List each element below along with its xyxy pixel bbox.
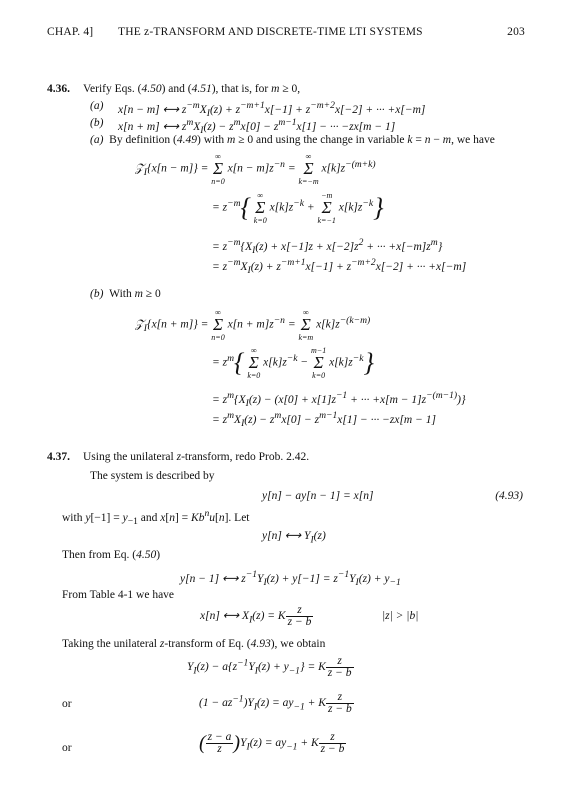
eq-x-transform: x[n] ⟷ $X_I(z) = K$ $\frac{z}{z - b}$: [200, 604, 312, 628]
eq-b-line2: = $z^m${ ∞ Σ k=0 $x[k]z^{-k}$ − m−1 Σ k=0 $x[k]z^{-k}$}: [212, 346, 374, 380]
part-b-label: (b): [90, 117, 104, 129]
eq-t1: $Y_I(z) - a\{z^{-1}Y_I(z) + y_{-1}\} = K$ $\frac{z}{z - b}$: [187, 655, 352, 679]
eq-4-93: y[n] − ay[n − 1] = x[n]: [262, 490, 374, 502]
part-b-text: (b) With m ≥ 0: [90, 288, 161, 300]
eq-b-line3: = $z^m\{X_I(z) - (x[0] + x[1]z^{-1}$ + ··· $+x[m - 1]z^{-(m-1)}$)}: [212, 390, 466, 410]
eq-b-line1: 𝒵$_I${x[n + m]} = ∞ Σ n=0 $x[n + m]z^{-n}$ = ∞ Σ k=m $x[k]z^{-(k-m)}$: [135, 308, 371, 342]
eq-4-93-tag: (4.93): [495, 490, 523, 502]
problem-4-37-intro: Using the unilateral z-transform, redo Prob. 2.42.: [83, 451, 310, 463]
problem-number-4-37: 4.37.: [47, 451, 70, 463]
eq-shift: y[n − 1] ⟷ $z^{-1}Y_I(z) + y[-1] = z^{-1}Y_I(z) + y_{-1}$: [180, 569, 401, 589]
eq-transform-pair: y[n] ⟷ $Y_I(z)$: [262, 530, 326, 546]
text-or-1: or: [62, 698, 72, 710]
eq-a-line3: = $z^{-m}\{X_I(z) + x[-1]z + x[-2]z^2$ + ··· $+x[-m]z^m$}: [212, 237, 443, 257]
eq-t3: ( $\frac{z - a}{z}$ )$Y_I(z) = ay_{-1} + K$ $\frac{z}{z - b}$: [199, 731, 345, 755]
text-taking-transform: Taking the unilateral z-transform of Eq. (4.93), we obtain: [62, 638, 326, 650]
roc-condition: |z| > |b|: [382, 610, 419, 622]
text-system-described: The system is described by: [90, 470, 215, 482]
part-a-text: (a) By definition (4.49) with m ≥ 0 and using the change in variable k = n − m, we have: [90, 134, 495, 146]
chapter-label: CHAP. 4]: [47, 26, 94, 38]
text-from-table: From Table 4-1 we have: [62, 589, 175, 601]
eq-a-line2: = $z^{-m}${ ∞ Σ k=0 $x[k]z^{-k}$ + −m Σ k=−1 $x[k]z^{-k}$}: [212, 191, 384, 225]
text-from-eq-4-50: Then from Eq. (4.50): [62, 549, 161, 561]
eq-b-line4: = $z^mX_I(z) - z^mx[0] - z^{m-1}x[1]$ − ··· −zx[m − 1]: [212, 410, 436, 430]
eq-a-line4: = $z^{-m}X_I(z) + z^{-m+1}x[-1] + z^{-m+2}x[-2]$ + ··· +x[−m]: [212, 257, 467, 277]
running-title: THE z-TRANSFORM AND DISCRETE-TIME LTI SYSTEMS: [118, 26, 423, 38]
problem-number-4-36: 4.36.: [47, 83, 70, 95]
eq-a-line1: 𝒵$_I${x[n − m]} = ∞ Σ n=0 $x[n - m]z^{-n}$ = ∞ Σ k=−m $x[k]z^{-(m+k)}$: [135, 152, 376, 186]
eq-t2: $(1 - az^{-1})Y_I(z) = ay_{-1} + K$ $\frac{z}{z - b}$: [199, 691, 352, 715]
text-or-2: or: [62, 742, 72, 754]
part-b-statement: x[n + m] ⟷ $z^mX_I(z) - z^mx[0] - z^{m-1}x[1]$ − ··· −zx[m − 1]: [118, 117, 396, 137]
part-a-statement: x[n − m] ⟷ $z^{-m}X_I(z) + z^{-m+1}x[-1] + z^{-m+2}x[-2]$ + ··· +x[−m]: [118, 100, 426, 120]
problem-4-36-intro: Verify Eqs. (4.50) and (4.51), that is, for m ≥ 0,: [83, 83, 301, 95]
part-a-label: (a): [90, 100, 104, 112]
text-initial-condition: with $y[-1] = y_{-1}$ and $x[n] = Kb^nu[n]$. Let: [62, 508, 250, 528]
page-number: 203: [507, 26, 525, 38]
